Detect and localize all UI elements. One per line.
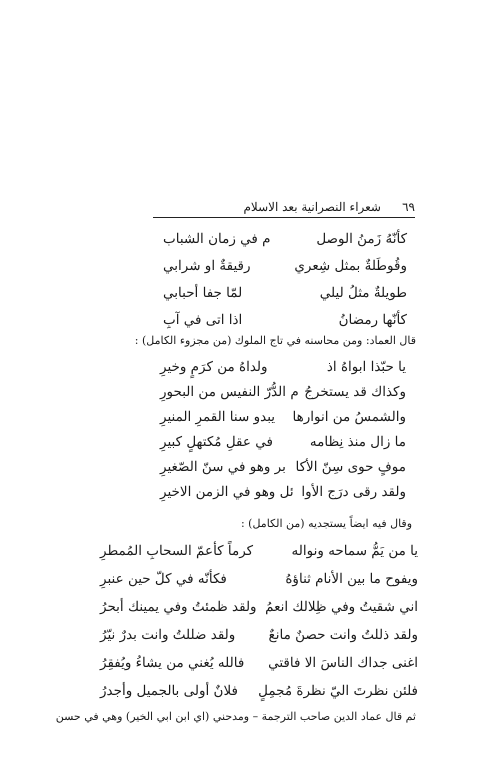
running-title: شعراء النصرانية بعد الاسلام xyxy=(243,200,381,214)
verse-line xyxy=(160,383,406,401)
verse-line xyxy=(100,654,418,672)
verse-line xyxy=(100,682,418,700)
verse-line xyxy=(100,626,418,644)
verse-first-hemistich: ويفوح ما بين الأنام ثناؤهُ xyxy=(285,571,418,587)
verse-first-hemistich: يا من يَمُّ سماحه ونواله xyxy=(291,543,418,559)
verse-first-hemistich: ولقد رقى درَج الأوا xyxy=(301,484,406,500)
verse-second-hemistich: يبدو سنا القمرِ المنيرِ xyxy=(160,409,276,425)
verse-first-hemistich: فلئن نظرتَ اليّ نظرةَ مُجمِلٍ xyxy=(258,683,418,699)
closing-line: ثم قال عماد الدين صاحب الترجمة – ومدحني (اي ابن ابي الخير) وهي في حسن xyxy=(55,710,416,723)
verse-second-hemistich: كرماً كأعمّ السحابِ المُمطرِ xyxy=(100,543,254,559)
verse-second-hemistich: بر وهو في سنّ الصّغيرِ xyxy=(160,459,286,475)
section-intro: وقال فيه ايضاً يستجديه (من الكامل) : xyxy=(240,517,412,530)
verse-second-hemistich: اذا اتى في آبِ xyxy=(163,312,243,328)
verse-line xyxy=(160,483,406,501)
verse-first-hemistich: موفٍ حوى سِنّ الأكا xyxy=(295,459,406,475)
verse-line xyxy=(163,284,407,302)
verse-first-hemistich: ما زال منذ نِظامه xyxy=(309,434,406,450)
section-intro: قال العماد: ومن محاسنه في تاج الملوك (من مجزوء الكامل) : xyxy=(134,334,416,347)
verse-first-hemistich: والشمسُ من انوارها xyxy=(292,409,406,425)
verse-first-hemistich: اغنى جداك الناسَ الا فاقتي xyxy=(268,655,418,671)
verse-first-hemistich: كأنّها رمضانُ xyxy=(338,312,407,328)
verse-first-hemistich: يا حبّذا ابواهُ اذ xyxy=(326,359,406,375)
verse-first-hemistich: كأنّهُ زَمنُ الوصل xyxy=(316,231,407,247)
verse-first-hemistich: طويلةٌ مثلُ ليلي xyxy=(319,285,407,301)
verse-line xyxy=(100,542,418,560)
verse-line xyxy=(163,257,407,275)
verse-line xyxy=(160,458,406,476)
verse-second-hemistich: لمّا جفا أحبابي xyxy=(163,285,243,301)
verse-second-hemistich: م في زمان الشباب xyxy=(163,231,271,247)
verse-second-hemistich: ولقد ظمئتُ وفي يمينك أبحرُ xyxy=(100,599,257,615)
verse-second-hemistich: رقيقةٌ او شرابي xyxy=(163,258,251,274)
verse-first-hemistich: وكذاك قد يستخرجُ xyxy=(304,384,406,400)
verse-second-hemistich: ئل وهو في الزمن الاخيرِ xyxy=(160,484,294,500)
verse-first-hemistich: اني شقيتُ وفي ظِلالك انعمُ xyxy=(265,599,418,615)
verse-second-hemistich: فكأنّه في كلّ حين عنبرِ xyxy=(100,571,227,587)
verse-first-hemistich: وقُوطَلةٌ بمثل شِعري xyxy=(294,258,407,274)
verse-line xyxy=(100,570,418,588)
header-rule xyxy=(153,217,415,218)
verse-second-hemistich: ولقد ضللتُ وانت بدرٌ نيّرُ xyxy=(100,627,236,643)
verse-line xyxy=(163,311,407,329)
verse-line xyxy=(160,433,406,451)
verse-second-hemistich: م الدُّرّ النفيس من البحورِ xyxy=(160,384,299,400)
verse-line xyxy=(163,230,407,248)
running-header xyxy=(153,200,415,216)
verse-second-hemistich: فلانٌ أولى بالجميل وأجدرُ xyxy=(100,683,238,699)
verse-first-hemistich: ولقد ذللتُ وانت حصنٌ مانعٌ xyxy=(268,627,418,643)
page-number: ٦٩ xyxy=(402,200,415,214)
verse-line xyxy=(160,358,406,376)
verse-second-hemistich: فالله يُغني من يشاءُ ويُفقِرُ xyxy=(100,655,245,671)
verse-line xyxy=(100,598,418,616)
verse-second-hemistich: في عقلِ مُكتهلٍ كبيرِ xyxy=(160,434,273,450)
verse-second-hemistich: ولداهُ من كرَمٍ وخيرِ xyxy=(160,359,268,375)
verse-line xyxy=(160,408,406,426)
